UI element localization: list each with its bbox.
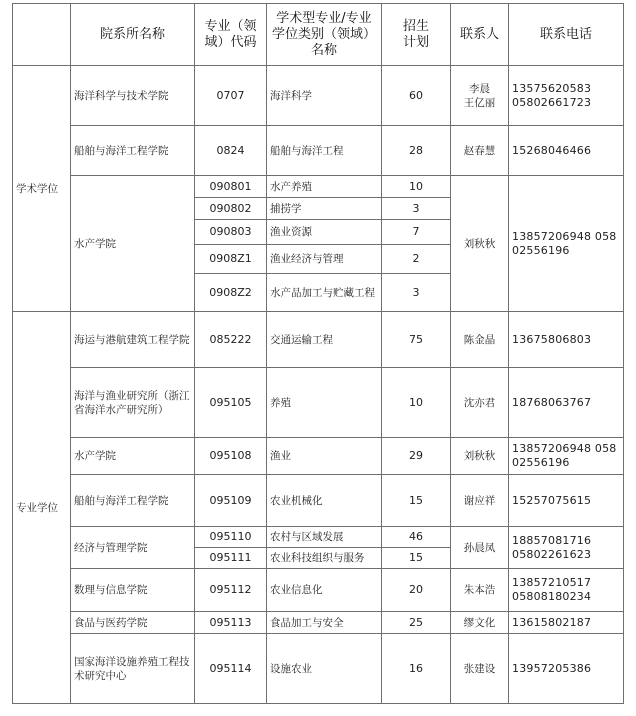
major-code: 085222 xyxy=(195,312,267,368)
school-name: 船舶与海洋工程学院 xyxy=(71,475,195,527)
table-row xyxy=(13,612,624,634)
phone-number: 13857210517 xyxy=(512,576,592,589)
major-name: 水产品加工与贮藏工程 xyxy=(267,274,382,312)
school-name: 海运与港航建筑工程学院 xyxy=(71,312,195,368)
quota: 20 xyxy=(382,569,451,612)
major-code: 095110 xyxy=(195,527,267,548)
table-row xyxy=(13,527,624,548)
quota: 15 xyxy=(382,475,451,527)
quota: 46 xyxy=(382,527,451,548)
header-code: 专业（领域）代码 xyxy=(195,4,267,66)
contact-name: 刘秋秋 xyxy=(451,176,509,312)
quota: 10 xyxy=(382,368,451,438)
table-row xyxy=(13,368,624,438)
contact-name: 刘秋秋 xyxy=(451,438,509,475)
phone-number: 05808180234 xyxy=(512,590,592,603)
contact-name: 朱本浩 xyxy=(451,569,509,612)
school-name: 水产学院 xyxy=(71,438,195,475)
major-name: 农村与区域发展 xyxy=(267,527,382,548)
major-name: 交通运输工程 xyxy=(267,312,382,368)
school-name: 水产学院 xyxy=(71,176,195,312)
quota: 60 xyxy=(382,66,451,126)
quota: 3 xyxy=(382,274,451,312)
table-row xyxy=(13,126,624,176)
major-code: 090801 xyxy=(195,176,267,198)
contact-name: 张建设 xyxy=(451,634,509,704)
quota: 75 xyxy=(382,312,451,368)
phone-number: 05802261623 xyxy=(512,547,592,561)
phone-number: 15257075615 xyxy=(509,475,624,527)
quota: 3 xyxy=(382,198,451,220)
school-name: 数理与信息学院 xyxy=(71,569,195,612)
major-code: 095108 xyxy=(195,438,267,475)
table-row xyxy=(13,176,624,198)
header-category xyxy=(13,4,71,66)
quota: 2 xyxy=(382,245,451,274)
school-name: 船舶与海洋工程学院 xyxy=(71,126,195,176)
phone-number: 15268046466 xyxy=(509,126,624,176)
major-code: 0824 xyxy=(195,126,267,176)
header-row xyxy=(13,4,624,66)
phone-number: 05802661723 xyxy=(512,95,592,109)
contact-name: 陈金晶 xyxy=(451,312,509,368)
header-quota: 招生计划 xyxy=(382,4,451,66)
phone-number: 18768063767 xyxy=(509,368,624,438)
major-code: 0908Z2 xyxy=(195,274,267,312)
table-row xyxy=(13,634,624,704)
major-name: 渔业 xyxy=(267,438,382,475)
quota: 28 xyxy=(382,126,451,176)
major-code: 090802 xyxy=(195,198,267,220)
phone-number: 13675806803 xyxy=(509,312,624,368)
quota: 10 xyxy=(382,176,451,198)
table-row xyxy=(13,475,624,527)
major-code: 095114 xyxy=(195,634,267,704)
phone-number: 13857206948 05802556196 xyxy=(509,176,624,312)
phone xyxy=(509,66,624,126)
quota: 29 xyxy=(382,438,451,475)
school-name: 海洋科学与技术学院 xyxy=(71,66,195,126)
table-row xyxy=(13,438,624,475)
major-name: 渔业经济与管理 xyxy=(267,245,382,274)
major-code: 0707 xyxy=(195,66,267,126)
major-name: 养殖 xyxy=(267,368,382,438)
school-name: 食品与医药学院 xyxy=(71,612,195,634)
school-name: 海洋与渔业研究所（浙江省海洋水产研究所） xyxy=(71,368,195,438)
phone-number: 13957205386 xyxy=(509,634,624,704)
major-name: 食品加工与安全 xyxy=(267,612,382,634)
contact-name: 李晨 xyxy=(469,82,490,95)
phone-number: 13857206948 05802556196 xyxy=(509,438,624,475)
contact xyxy=(451,66,509,126)
major-name: 水产养殖 xyxy=(267,176,382,198)
contact-name: 缪文化 xyxy=(451,612,509,634)
contact-name: 沈亦君 xyxy=(451,368,509,438)
school-name: 国家海洋设施养殖工程技术研究中心 xyxy=(71,634,195,704)
quota: 25 xyxy=(382,612,451,634)
major-name: 农业信息化 xyxy=(267,569,382,612)
major-name: 海洋科学 xyxy=(267,66,382,126)
table-row xyxy=(13,569,624,612)
header-phone: 联系电话 xyxy=(509,4,624,66)
table-row xyxy=(13,66,624,126)
quota: 16 xyxy=(382,634,451,704)
quota: 7 xyxy=(382,220,451,245)
major-code: 0908Z1 xyxy=(195,245,267,274)
major-name: 农业科技组织与服务 xyxy=(267,548,382,569)
major-name: 设施农业 xyxy=(267,634,382,704)
header-contact: 联系人 xyxy=(451,4,509,66)
category-academic: 学术学位 xyxy=(13,66,71,312)
major-name: 渔业资源 xyxy=(267,220,382,245)
major-code: 095111 xyxy=(195,548,267,569)
phone-number: 13615802187 xyxy=(509,612,624,634)
contact-name: 谢应祥 xyxy=(451,475,509,527)
major-code: 095109 xyxy=(195,475,267,527)
contact-name: 王亿丽 xyxy=(463,96,496,109)
header-school: 院系所名称 xyxy=(71,4,195,66)
contact-name: 孙晨凤 xyxy=(451,527,509,569)
major-code: 090803 xyxy=(195,220,267,245)
major-name: 农业机械化 xyxy=(267,475,382,527)
enrollment-table xyxy=(12,3,624,704)
header-major: 学术型专业/专业学位类别（领域）名称 xyxy=(267,4,382,66)
category-professional: 专业学位 xyxy=(13,312,71,704)
phone-number: 13575620583 xyxy=(512,81,592,95)
contact-name: 赵春慧 xyxy=(451,126,509,176)
major-code: 095113 xyxy=(195,612,267,634)
phone-number: 18857081716 xyxy=(512,533,592,547)
phone xyxy=(509,569,624,612)
major-code: 095105 xyxy=(195,368,267,438)
major-code: 095112 xyxy=(195,569,267,612)
major-name: 捕捞学 xyxy=(267,198,382,220)
table-row xyxy=(13,312,624,368)
major-name: 船舶与海洋工程 xyxy=(267,126,382,176)
school-name: 经济与管理学院 xyxy=(71,527,195,569)
quota: 15 xyxy=(382,548,451,569)
phone xyxy=(509,527,624,569)
